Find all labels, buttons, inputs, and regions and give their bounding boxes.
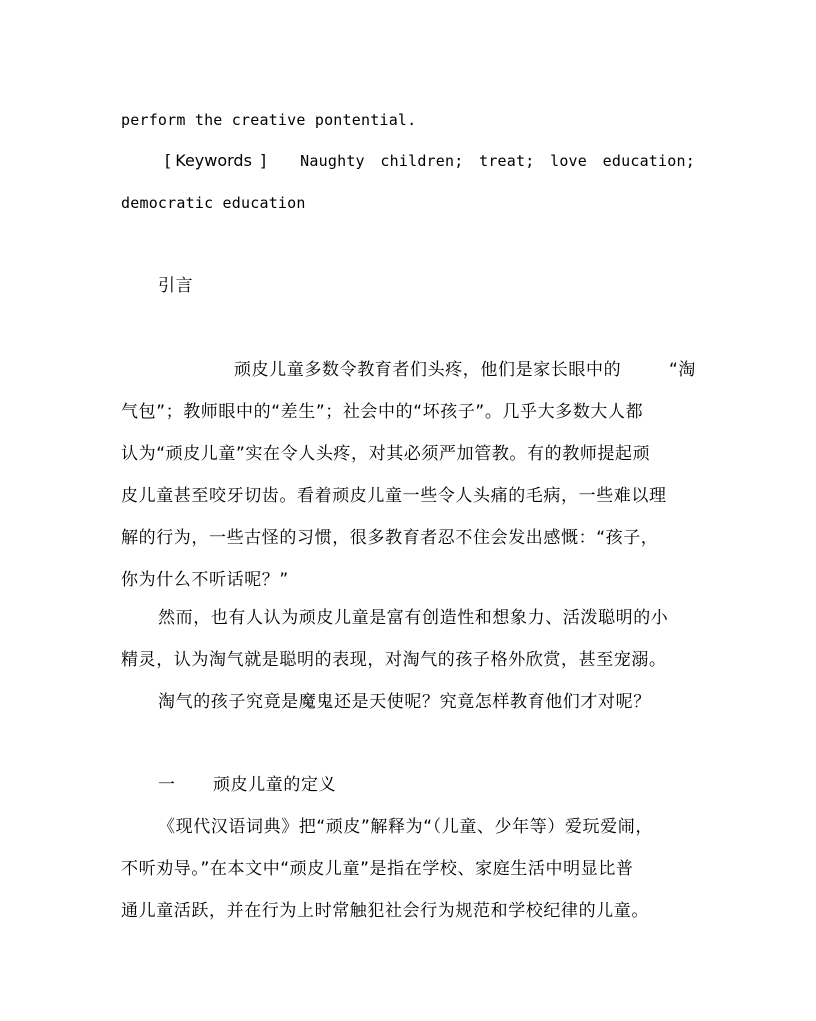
intro-p1-line2: 气包”；教师眼中的“差生”；社会中的“坏孩子”。几乎大多数大人都 — [121, 402, 644, 422]
section1-p-line3: 通儿童活跃，并在行为上时常触犯社会行为规范和学校纪律的儿童。 — [121, 901, 649, 921]
intro-p1-line6: 你为什么不听话呢？” — [121, 570, 289, 590]
keyword-item: education; — [602, 152, 695, 170]
intro-p3: 淘气的孩子究竟是魔鬼还是天使呢？究竟怎样教育他们才对呢？ — [158, 692, 651, 712]
keyword-item: treat; — [479, 152, 535, 170]
intro-p1-line1-main: 顽皮儿童多数令教育者们头疼，他们是家长眼中的 — [234, 360, 622, 380]
intro-p1-line3: 认为“顽皮儿童”实在令人头疼，对其必须严加管教。有的教师提起顽 — [121, 444, 651, 464]
keywords-line — [165, 151, 695, 171]
keyword-item: love — [550, 152, 588, 170]
keywords-close-bracket: ] — [259, 151, 267, 170]
keywords-label: Keywords — [175, 151, 252, 170]
abstract-tail-line: perform the creative pontential. — [121, 111, 417, 129]
intro-heading: 引言 — [158, 276, 194, 296]
keywords-items — [300, 151, 695, 171]
section1-p-line2: 不听劝导。”在本文中“顽皮儿童”是指在学校、家庭生活中明显比普 — [121, 859, 634, 879]
keywords-open-bracket: [ — [165, 151, 172, 170]
intro-p1-line4: 皮儿童甚至咬牙切齿。看着顽皮儿童一些令人头痛的毛病，一些难以理 — [121, 486, 667, 506]
keyword-item: Naughty — [300, 152, 365, 170]
intro-p2-line1: 然而，也有人认为顽皮儿童是富有创造性和想象力、活泼聪明的小 — [158, 608, 669, 628]
keywords-continuation: democratic education — [121, 194, 306, 212]
intro-p1-line5: 解的行为，一些古怪的习惯，很多教育者忍不住会发出感慨：“孩子， — [121, 528, 659, 548]
intro-p2-line2: 精灵，认为淘气就是聪明的表现，对淘气的孩子格外欣赏，甚至宠溺。 — [121, 650, 667, 670]
intro-p1-line1-end: “淘 — [668, 360, 696, 380]
intro-p1-line1 — [234, 360, 696, 380]
section1-number: 一 — [158, 775, 176, 795]
section1-title: 顽皮儿童的定义 — [213, 775, 337, 795]
section1-p-line1: 《现代汉语词典》把“顽皮”解释为“（儿童、少年等）爱玩爱闹， — [158, 817, 653, 837]
keyword-item: children; — [380, 152, 464, 170]
